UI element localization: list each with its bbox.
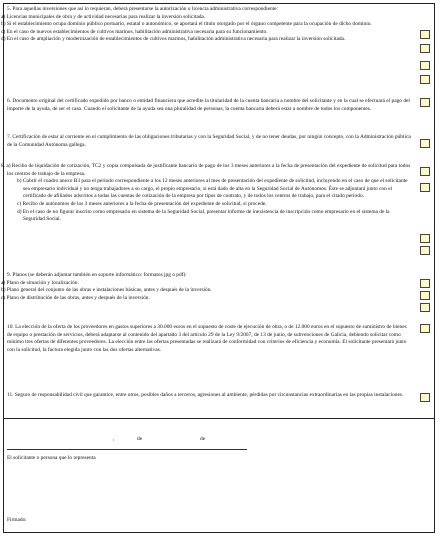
checkbox-5c[interactable] [420,61,430,70]
section-5-item-d: d) En el caso de ampliación y modernización de establecimientos de cultivos marinos, habilitación administrativa necesaria para realizar la inversión solicitada. [1,36,346,43]
section-8-item-c: c) Recibo de autónomos de los 3 meses anteriores a la fecha de presentación del expediente de solicitud, si procede. [17,200,267,207]
section-11 [7,392,412,400]
checkbox-10[interactable] [420,324,430,333]
checkbox-9b[interactable] [420,291,430,300]
applicant-label: El solicitante o persona que lo representa [7,455,96,461]
section-10-text: 10. La elección de la oferta de los proveedores en gastos superiores a 30.000 euros en el supuesto de coste de ejecución de obra, o de 12.000 euros en el supuesto de suministro de bienes de equipo o prestación de servicios, deberá adaptarse al contenido del apartado 3 del artículo 29 de la Ley 9/2007, de 13 de junio, de subvenciones de Galicia, debiendo solicitar como mínimo tres ofertas de diferentes proveedores. La elección entre las ofertas presentadas se realizará de conformidad con criterios de eficiencia y economía. El solicitante presentará junto con la solicitud, la factura elegida junto con las dos ofertas alternativas. [7,324,407,353]
checkbox-11[interactable] [420,393,430,402]
section-11-text: 11. Seguro de responsabilidad civil que garantice, entre otros, posibles daños a terceros, agresiones al ambiente, pérdidas por circunstancias extraordinarias en las propias instalaciones. [7,392,404,398]
signature-rule [7,449,247,450]
checkbox-8a[interactable] [420,167,430,176]
date-comma: , [113,436,115,442]
section-7 [7,134,412,149]
section-5-item-b: b) Si el establecimiento ocupa dominio público portuario, estatal o autonómico, se aportará el título otorgado por el órgano competente para la ocupación de dicho dominio. [1,21,372,28]
section-8-item-d: d) En el caso de no figurar inscrito como empresario en sistema de la Seguridad Social, presentar informe de inexistencia de inscripción como empresario en el sistema de la Seguridad Social. [17,208,390,223]
section-9 [1,272,412,302]
checkbox-8b[interactable] [420,183,430,192]
checkbox-6[interactable] [420,98,430,107]
section-5-heading: 5. Para aquellas inversiones que así lo requieran, deberá presentarse la autorización o licencia administrativa correspondiente: [7,6,279,12]
section-8-item-b: b) Cubrir el cuadro anexo B3 para el período correspondiente a los 12 meses anteriores al mes de presentación del expediente de solicitud, incluyendo en el caso de que el solicitante sea empresario individual y no tenga trabajadores a su cargo, el propio empresario, si está dado de alta en la Seguridad Social de Autónomos. Éste se adjuntará junto con el certificado de afiliados adscritos a todas las cuentas de cotización de la empresa por tipos de contrato, y de todos los centros de trabajo, para el citado período. [17,178,408,200]
section-10 [7,324,412,354]
section-5-item-a: a) Licencias municipales de obra y de actividad necesarias para realizar la inversión solicitada. [1,13,206,20]
section-8-item-a: 8. a) Recibo de liquidación de cotización, TC2 y copia compulsada de justificante bancario de pago de los 3 meses anteriores a la fecha de presentación del expediente de solicitud para todos los centros de trabajo de la empresa. [1,163,411,177]
section-8 [1,163,412,224]
checkbox-8c[interactable] [420,234,430,243]
section-5-item-c: c) En el caso de nuevos establecimientos de cultivos marinos, habilitación administrativa necesaria para su funcionamiento. [1,28,268,35]
section-6-text: 6. Documento original del certificado expedido por banco o entidad financiera que acredite la titularidad de la cuenta bancaria a nombre del solicitante y en la cual se efectuará el pago del importe de la ayuda, de ser el caso. Cuando el solicitante de la ayuda sea una pluralidad de personas, la cuenta bancaria deberá estar a nombre de todos los componentes. [7,98,410,112]
section-7-text: 7. Certificación de estar al corriente en el cumplimiento de las obligaciones tributarias y con la Seguridad Social, y de no tener deudas, por ningún concepto, con la Administración pública de la Comunidad Autónoma gallega. [7,134,411,148]
checkbox-7[interactable] [420,139,430,148]
checkbox-5d[interactable] [420,75,430,84]
section-9-item-b: b) Plano general del conjunto de las obras e instalaciones básicas, antes y después de la inversión. [1,287,212,294]
date-de-2: de [200,436,206,442]
checkbox-9c[interactable] [420,303,430,312]
section-6 [7,98,412,113]
page-frame [3,3,435,533]
date-de-1: de [137,436,143,442]
section-5 [1,6,412,44]
section-9-item-a: a) Plano de situación y localización. [1,279,79,286]
checkbox-8d[interactable] [420,246,430,255]
signed-label: Firmado: [7,517,27,523]
checkbox-5b[interactable] [420,44,430,53]
section-divider [3,418,435,419]
section-9-heading: 9. Planos (se deberán adjuntar también en soporte informático: formatos jpg o pdf): [7,272,187,278]
section-9-item-c: c) Plano de distribución de las obras, antes y después de la inversión. [1,294,150,301]
checkbox-5a[interactable] [420,30,430,39]
checkbox-9a[interactable] [420,279,430,288]
